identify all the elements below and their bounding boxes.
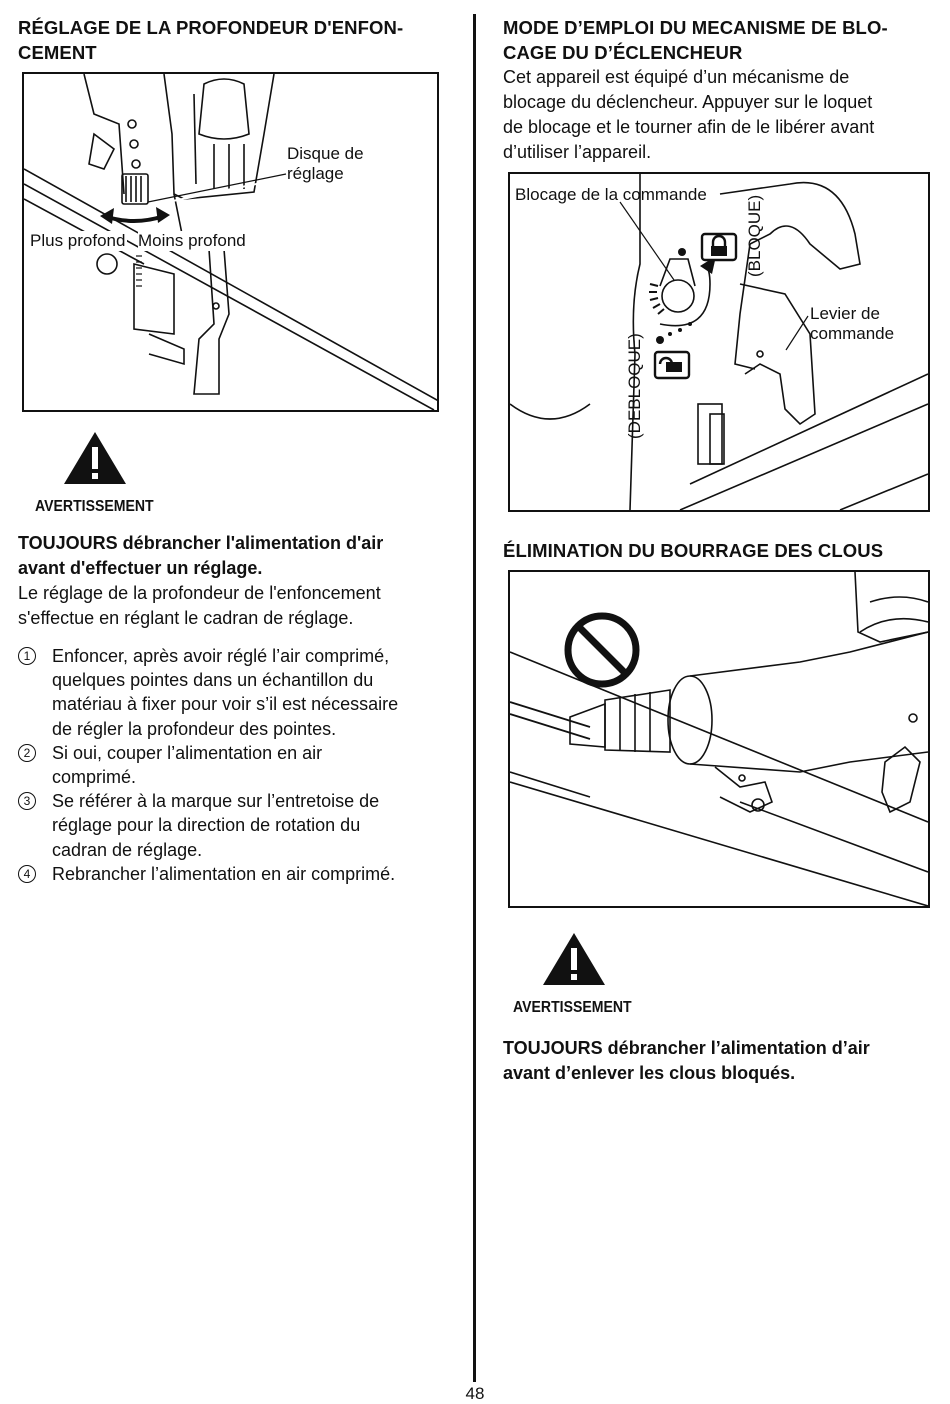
warning-block-left <box>62 430 128 491</box>
heading-line: CAGE DU D’ÉCLENCHEUR <box>503 42 743 63</box>
section-title-nail-jam: ÉLIMINATION DU BOURRAGE DES CLOUS <box>503 540 884 561</box>
lock-closed-icon <box>702 234 736 260</box>
step-line: réglage pour la direction de rotation du <box>52 815 361 836</box>
section-title-depth-adjustment <box>18 15 448 65</box>
warning-triangle-icon <box>541 931 607 987</box>
lock-open-icon <box>655 352 689 378</box>
step-number: 3 <box>18 792 36 810</box>
locked-label: (BLOQUE) <box>745 194 764 277</box>
warning-label-left: AVERTISSEMENT <box>35 498 154 515</box>
paragraph-line: Le réglage de la profondeur de l'enfoncement <box>18 583 381 603</box>
step-number: 4 <box>18 865 36 883</box>
step-line: matériau à fixer pour voir s’il est nécessaire <box>52 694 399 715</box>
step-number: 2 <box>18 744 36 762</box>
page-number: 48 <box>465 1384 485 1403</box>
section-title-trigger-lock <box>503 15 933 65</box>
warning-bold-line: TOUJOURS débrancher l'alimentation d'air <box>18 533 384 553</box>
unlocked-label: (DEBLOQUE) <box>625 333 644 439</box>
step-line: comprimé. <box>52 767 137 788</box>
dial-label-line: réglage <box>287 164 344 183</box>
paragraph-line: blocage du déclencheur. Appuyer sur le loquet <box>503 92 873 112</box>
deeper-label: Plus profond <box>30 231 126 250</box>
step-line: de régler la profondeur des pointes. <box>52 718 337 739</box>
paragraph-line: s'effectue en réglant le cadran de réglage. <box>18 608 354 628</box>
dial-label-line: Disque de <box>287 144 364 163</box>
prohibited-icon <box>568 616 636 684</box>
list-item <box>18 789 448 862</box>
nail-jam-figure <box>508 570 930 908</box>
nail-jam-illustration <box>510 572 928 906</box>
warning-label-right: AVERTISSEMENT <box>513 999 632 1016</box>
step-number: 1 <box>18 647 36 665</box>
shallower-label: Moins profond <box>138 231 262 251</box>
warning-bold-line: avant d'effectuer un réglage. <box>18 558 263 578</box>
warning-bold-line: avant d’enlever les clous bloqués. <box>503 1063 796 1083</box>
list-item <box>18 741 448 789</box>
list-item <box>18 644 448 741</box>
paragraph-line: de blocage et le tourner afin de le libérer avant <box>503 117 875 137</box>
list-item <box>18 862 448 886</box>
step-line: cadran de réglage. <box>52 839 203 860</box>
paragraph-line: d’utiliser l’appareil. <box>503 142 652 162</box>
trigger-lock-intro <box>503 65 933 165</box>
left-warning-text <box>18 531 458 631</box>
trigger-lock-label: Blocage de la commande <box>515 185 707 204</box>
right-warning-text <box>503 1036 943 1086</box>
lever-label-line: Levier de <box>810 304 880 323</box>
column-divider <box>473 14 476 1382</box>
step-line: quelques pointes dans un échantillon du <box>52 670 374 691</box>
heading-line: MODE D’EMPLOI DU MECANISME DE BLO- <box>503 17 888 38</box>
heading-line: RÉGLAGE DE LA PROFONDEUR D'ENFON- <box>18 17 404 38</box>
depth-adjust-figure <box>22 72 439 412</box>
trigger-lever-label <box>810 304 894 344</box>
step-line: Se référer à la marque sur l’entretoise de <box>52 791 380 812</box>
lever-label-line: commande <box>810 324 895 343</box>
steps-list <box>18 644 448 886</box>
step-line: Enfoncer, après avoir réglé l’air comprimé, <box>52 646 390 666</box>
step-line: Rebrancher l’alimentation en air comprimé. <box>52 863 396 884</box>
step-line: Si oui, couper l’alimentation en air <box>52 742 323 763</box>
warning-bold-line: TOUJOURS débrancher l’alimentation d’air <box>503 1038 870 1058</box>
trigger-lock-figure <box>508 172 930 512</box>
warning-triangle-icon <box>62 430 128 486</box>
dial-label <box>287 144 364 184</box>
warning-block-right <box>541 931 607 992</box>
paragraph-line: Cet appareil est équipé d’un mécanisme de <box>503 67 850 87</box>
heading-line: CEMENT <box>18 42 97 63</box>
